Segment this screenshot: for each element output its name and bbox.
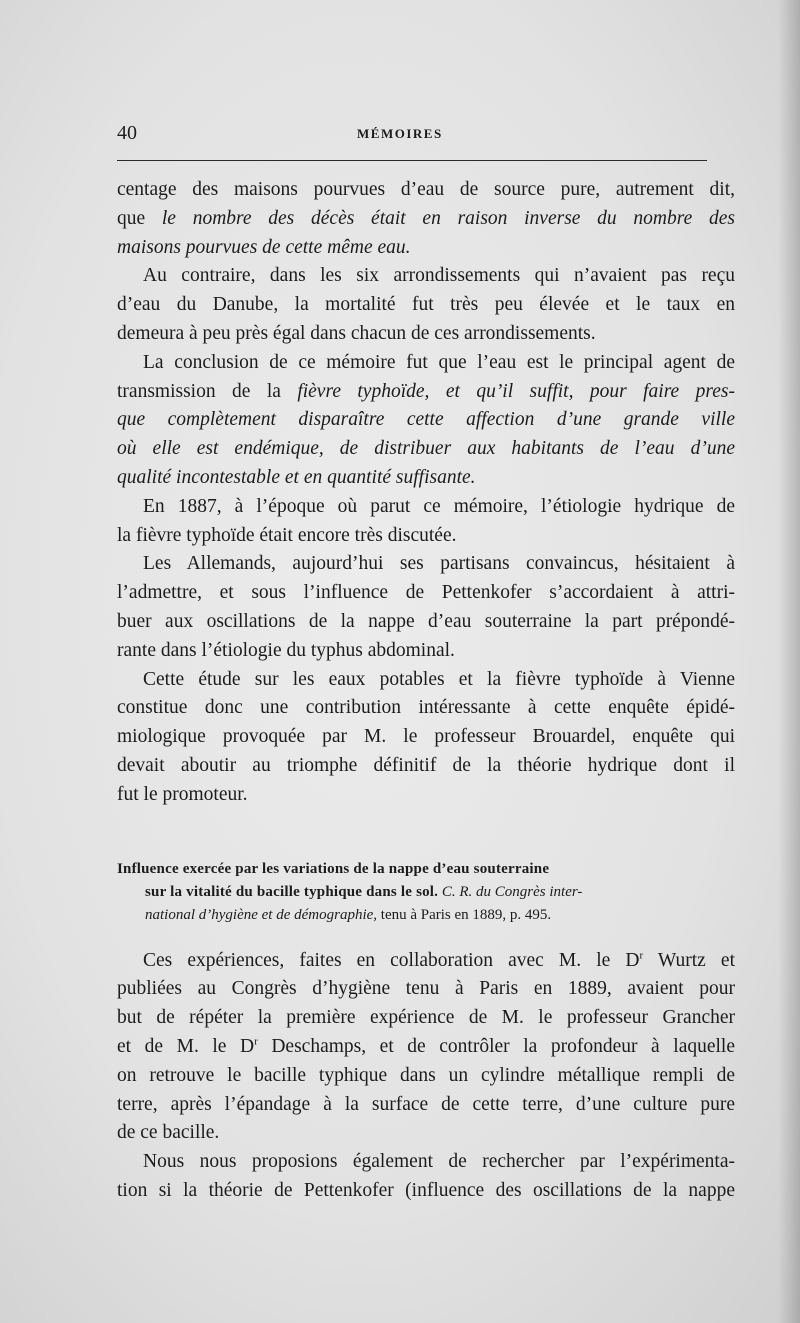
text-line: maisons pourvues de cette même eau. — [117, 236, 411, 258]
text-line: rante dans l’étiologie du typhus abdominal. — [117, 639, 455, 661]
text-line: but de répéter la première expérience de M. le professeur Grancher — [117, 1007, 735, 1029]
text-line: que complètement disparaître cette affection d’une grande ville — [117, 409, 735, 431]
paragraph-6 — [117, 666, 735, 810]
section-spacer — [117, 927, 735, 947]
text-line: centage des maisons pourvues d’eau de source pure, autrement dit, — [117, 179, 735, 200]
text-line: de ce bacille. — [117, 1122, 220, 1144]
text-line: Les Allemands, aujourd’hui ses partisans convaincus, hésitaient à — [143, 553, 735, 575]
paragraph-4 — [117, 493, 735, 551]
paragraph-1 — [117, 176, 735, 262]
text-line: miologique provoquée par M. le professeur Brouardel, enquête qui — [117, 726, 735, 748]
paragraph-8 — [117, 1148, 735, 1206]
reference-line: sur la vitalité du bacille typhique dans le sol. C. R. du Congrès inter- — [145, 883, 583, 900]
bibliographic-reference — [117, 858, 735, 927]
text-line: publiées au Congrès d’hygiène tenu à Paris en 1889, avaient pour — [117, 978, 735, 1000]
text-line: fut le promoteur. — [117, 783, 248, 805]
text-line: En 1887, à l’époque où parut ce mémoire, l’étiologie hydrique de — [143, 495, 735, 517]
text-line: transmission de la fièvre typhoïde, et qu’il suffit, pour faire pres- — [117, 380, 735, 402]
text-line: et de M. le $D^r$ Deschamps, et de contrôler la profondeur à laquelle — [117, 1035, 735, 1057]
paragraph-5 — [117, 550, 735, 665]
text-line: on retrouve le bacille typhique dans un cylindre métallique rempli de — [117, 1064, 735, 1086]
text-line: la fièvre typhoïde était encore très discutée. — [117, 524, 457, 546]
text-line: tion si la théorie de Pettenkofer (influence des oscillations de la nappe — [117, 1179, 735, 1201]
text-line: l’admettre, et sous l’influence de Pettenkofer s’accordaient à attri- — [117, 582, 735, 604]
section-spacer — [117, 810, 735, 858]
text-line: devait aboutir au triomphe définitif de la théorie hydrique dont il — [117, 754, 735, 776]
page-body — [117, 176, 735, 1206]
text-line: Nous nous proposions également de rechercher par l’expérimenta- — [143, 1151, 735, 1173]
paragraph-2 — [117, 262, 735, 348]
text-line: La conclusion de ce mémoire fut que l’eau est le principal agent de — [143, 351, 735, 373]
text-line: que le nombre des décès était en raison inverse du nombre des — [117, 207, 735, 229]
page-number: 40 — [117, 122, 137, 144]
text-line: Ces expériences, faites en collaboration avec M. le $D^r$ Wurtz et — [143, 949, 735, 971]
paragraph-7 — [117, 947, 735, 1149]
text-line: qualité incontestable et en quantité suffisante. — [117, 466, 476, 488]
text-line: où elle est endémique, de distribuer aux habitants de l’eau d’une — [117, 438, 735, 460]
reference-line: national d’hygiène et de démographie, tenu à Paris en 1889, p. 495. — [145, 906, 552, 923]
text-line: d’eau du Danube, la mortalité fut très peu élevée et le taux en — [117, 294, 735, 316]
paragraph-3 — [117, 349, 735, 493]
text-line: Au contraire, dans les six arrondissements qui n’avaient pas reçu — [143, 265, 735, 287]
page-edge-shadow — [778, 0, 800, 1323]
running-title: MÉMOIRES — [357, 126, 443, 141]
text-line: demeura à peu près égal dans chacun de ces arrondissements. — [117, 322, 596, 344]
reference-line: Influence exercée par les variations de la nappe d’eau souterraine — [117, 860, 550, 877]
header-rule — [117, 160, 707, 161]
text-line: constitue donc une contribution intéressante à cette enquête épidé- — [117, 697, 735, 719]
text-line: buer aux oscillations de la nappe d’eau souterraine la part prépondé- — [117, 610, 735, 632]
page-header — [117, 122, 707, 150]
text-line: Cette étude sur les eaux potables et la fièvre typhoïde à Vienne — [143, 668, 735, 690]
text-line: terre, après l’épandage à la surface de cette terre, d’une culture pure — [117, 1093, 735, 1115]
